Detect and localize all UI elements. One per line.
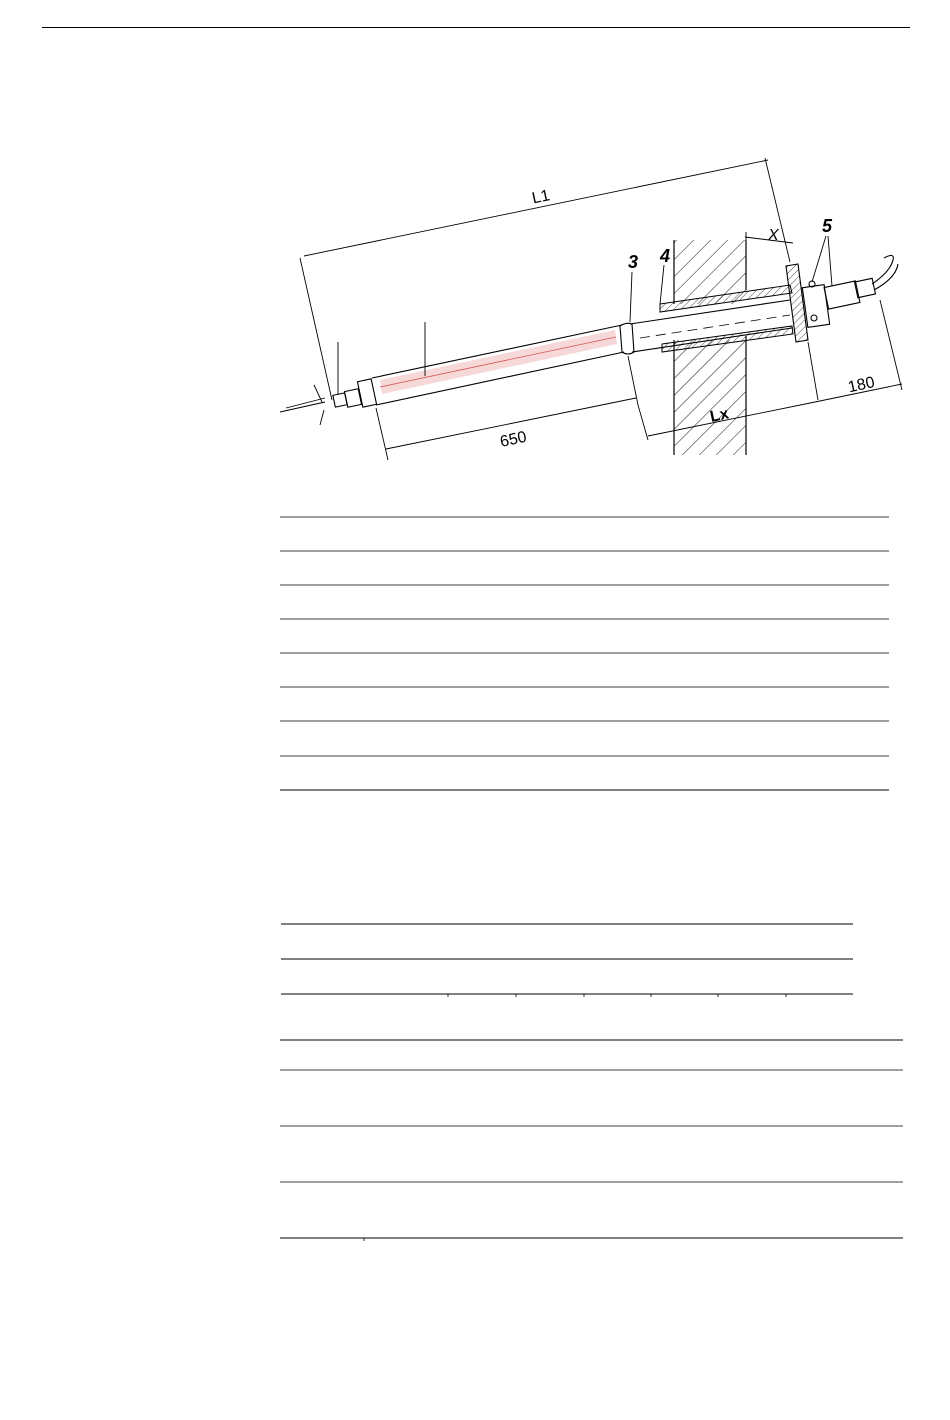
label-l1: L1 (530, 187, 552, 208)
label-650: 650 (498, 428, 529, 451)
label-x: X (768, 227, 779, 244)
callout-5: 5 (822, 216, 833, 236)
label-180: 180 (846, 374, 877, 397)
table-1 (280, 517, 889, 790)
callout-3: 3 (628, 252, 639, 272)
label-lx: Lx (708, 405, 731, 426)
table-2 (280, 924, 903, 1241)
callout-4: 4 (660, 246, 671, 266)
